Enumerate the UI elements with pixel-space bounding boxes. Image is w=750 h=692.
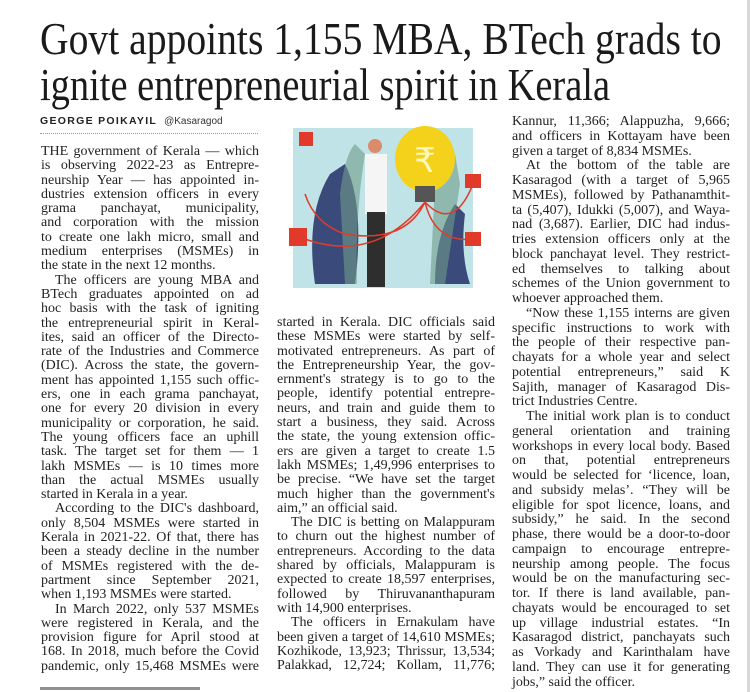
text-line: ernment's strategy is to go to the	[277, 372, 495, 388]
text-line: Palakkad, 12,724; Kollam, 11,776;	[277, 658, 495, 674]
text-line: provision figure for April stood at	[41, 630, 259, 646]
text-line: partment since September 2021,	[41, 572, 259, 588]
text-line: The DIC is betting on Malappuram	[291, 515, 495, 531]
text-line: only 8,504 MSMEs were started in	[41, 515, 259, 531]
text-line: were registered in Kerala, and the	[41, 615, 259, 631]
text-line: shared by officials, Malappuram is	[277, 558, 495, 574]
text-line: dustries extension officers in every	[41, 186, 259, 202]
text-line: these MSMEs were started by self-	[277, 329, 495, 345]
text-line: neurship Year — has appointed in-	[41, 172, 259, 188]
text-line: ers are given a target to create 1.5	[277, 443, 495, 459]
text-line: and officers in Kottayam have been	[512, 128, 730, 144]
text-line: expected to create 18,597 enterprises,	[277, 572, 495, 588]
text-line: of MSMEs registered with the de-	[41, 558, 259, 574]
text-line: the entrepreneurial spirit in Keral-	[41, 315, 259, 331]
text-line: municipality or corporation, he said.	[41, 415, 259, 431]
text-line: on that, potential entrepreneurs	[512, 453, 730, 469]
text-line: land. They can use it for generating	[512, 659, 730, 675]
text-line: much higher than the government's	[277, 486, 495, 502]
text-line: hoc basis with the task of igniting	[41, 301, 259, 317]
text-line: lakh MSMEs — is 10 times more	[41, 458, 259, 474]
text-line: The young officers face an uphill	[41, 429, 259, 445]
text-line: is observing 2022-23 as Entrepre-	[41, 158, 259, 174]
text-line: phase, there would be a door-to-door	[512, 527, 730, 542]
text-line: The officers are young MBA and	[55, 272, 259, 288]
text-line: the state in the next 12 months.	[41, 258, 216, 274]
text-line: and subsidy melas’. “They will be	[512, 482, 730, 498]
text-line: task. The target set for them — 1	[41, 444, 259, 460]
article-column-3	[512, 115, 730, 690]
text-line: start a business, they said. Across	[277, 415, 495, 431]
paragraph	[41, 603, 259, 674]
plug-icon	[299, 132, 313, 146]
text-line: ta (5,407), Idukki (5,007), and Waya-	[512, 202, 730, 218]
text-line: workshops in every local body. Based	[512, 438, 730, 454]
paragraph	[277, 516, 495, 616]
plug-icon	[465, 232, 481, 246]
text-line: aim,” an official said.	[277, 500, 398, 516]
text-line: jobs,” said the officer.	[512, 674, 635, 690]
text-line: MSMEs), followed by Pathanamthit-	[512, 187, 730, 203]
text-line: be precise. “We have set the target	[277, 472, 495, 488]
text-line: whoever approached them.	[512, 291, 664, 306]
text-line: neurship among people. The focus	[512, 556, 730, 572]
article-column-2	[277, 316, 495, 673]
text-line: ites, said an officer of the Directo-	[41, 329, 259, 345]
text-line: given a target of 8,834 MSMEs.	[512, 143, 692, 159]
text-line: ed themselves to talking about	[512, 261, 730, 277]
article-column-1	[41, 145, 259, 674]
center-man-trousers	[367, 212, 385, 287]
text-line: would be selected for ‘licence, loan,	[512, 468, 730, 483]
text-line: THE government of Kerala — which	[41, 144, 259, 159]
byline	[40, 115, 223, 127]
text-line: would be on the manufacturing sec-	[512, 571, 730, 587]
text-line: with 14,900 enterprises.	[277, 600, 412, 616]
paragraph	[41, 274, 259, 503]
rupee-icon: ₹	[414, 141, 436, 181]
text-line: trict Industries Centre.	[512, 394, 638, 410]
text-line: Kozhikode, 13,923; Thrissur, 13,534;	[277, 643, 495, 659]
paragraph	[277, 316, 495, 516]
text-line: nad (3,687). Earlier, DIC had indus-	[512, 217, 730, 233]
paragraph	[512, 410, 730, 690]
text-line: 168. In 2018, much before the Covid	[41, 644, 259, 660]
dateline-location: @Kasaragod	[164, 116, 223, 127]
plug-icon	[289, 228, 307, 246]
text-line: the Entrepreneurship Year, the gov-	[277, 357, 495, 373]
text-line: Sajith, manager of Kasaragod Dis-	[512, 379, 730, 395]
text-line: one for every 20 division in every	[41, 401, 259, 417]
text-line: been given a target of 14,610 MSMEs;	[277, 629, 495, 645]
text-line: BTech graduates appointed on ad	[41, 286, 259, 302]
text-line: than the actual MSMEs usually	[41, 472, 259, 488]
text-line: to churn out the highest number of	[277, 529, 495, 545]
text-line: Kerala in 2021-22. Of that, there has	[41, 530, 259, 546]
text-line: and corporation with the mission	[41, 215, 259, 231]
text-line: Kannur, 11,366; Alappuzha, 9,666;	[512, 114, 730, 129]
text-line: campaign to encourage entrepre-	[512, 541, 730, 557]
byline-divider	[40, 133, 258, 134]
text-line: grama panchayat, municipality,	[41, 201, 259, 217]
text-line: the people of their respective pan-	[512, 335, 730, 351]
text-line: “Now these 1,155 interns are given	[526, 305, 730, 321]
center-man-shirt	[365, 154, 387, 214]
author-name: GEORGE POIKAYIL	[40, 115, 158, 127]
text-line: block panchayat level. They restrict-	[512, 246, 730, 262]
text-line: been a steady decline in the number	[41, 544, 259, 560]
text-line: potential entrepreneurs,” said K	[512, 364, 730, 380]
headline-line-2: ignite entrepreneurial spirit in Kerala	[40, 59, 611, 110]
paragraph	[512, 159, 730, 307]
text-line: ers, one in each grama panchayat,	[41, 387, 259, 403]
text-line: people, identify potential entrepre-	[277, 386, 495, 402]
text-line: rate of the Industries and Commerce	[41, 344, 259, 360]
text-line: the state, the young extension offic-	[277, 429, 495, 445]
text-line: pandemic, only 15,468 MSMEs were	[41, 658, 259, 674]
text-line: Kasaragod (with a target of 5,965	[512, 173, 730, 188]
plug-icon	[465, 174, 481, 188]
text-line: subsidy,” he said. In the second	[512, 512, 730, 528]
text-line: chayats would be encouraged to set	[512, 600, 730, 616]
illustration-bulb-with-plugs	[285, 124, 485, 291]
headline-line-1: Govt appoints 1,155 MBA, BTech grads to	[40, 13, 722, 64]
text-line: started in Kerala. DIC officials said	[277, 315, 495, 330]
paragraph	[512, 307, 730, 410]
text-line: entrepreneurs. According to the data	[277, 543, 495, 559]
text-line: In March 2022, only 537 MSMEs	[55, 601, 259, 617]
text-line: The officers in Ernakulam have	[291, 615, 495, 631]
text-line: According to the DIC's dashboard,	[55, 501, 259, 517]
text-line: started in Kerala in a year.	[41, 487, 188, 503]
text-line: followed by Thiruvananthapuram	[277, 586, 495, 602]
text-line: to create one lakh micro, small and	[41, 229, 259, 245]
text-line: up village industrial estates. “In	[512, 615, 730, 631]
text-line: as Vorkady and Karinthalam have	[512, 645, 730, 660]
paragraph	[277, 616, 495, 673]
text-line: general orientation and training	[512, 423, 730, 439]
text-line: tries extension officers only at the	[512, 232, 730, 247]
paragraph	[41, 502, 259, 602]
next-article-cutoff	[40, 684, 740, 692]
text-line: specific instructions to work with	[512, 320, 730, 336]
text-line: when 1,193 MSMEs were started.	[41, 587, 232, 603]
paragraph	[512, 115, 730, 159]
paragraph	[41, 145, 259, 274]
text-line: eligible for spot licence, loans, and	[512, 497, 730, 513]
text-line: (DIC). Across the state, the govern-	[41, 358, 259, 374]
text-line: schemes of the Union government to	[512, 276, 730, 292]
text-line: neurs, and train and guide them to	[277, 400, 495, 416]
text-line: lakh MSMEs; 1,49,996 enterprises to	[277, 457, 495, 473]
text-line: Kasaragod district, panchayats such	[512, 630, 730, 646]
text-line: At the bottom of the table are	[526, 158, 730, 174]
text-line: medium enterprises (MSMEs) in	[41, 244, 259, 260]
text-line: tor. If there is land available, pan-	[512, 586, 730, 601]
text-line: chayats for a whole year and select	[512, 350, 730, 365]
text-line: ment has appointed 1,155 such offic-	[41, 372, 259, 388]
text-line: motivated entrepreneurs. As part of	[277, 343, 495, 359]
text-line: The initial work plan is to conduct	[526, 409, 730, 424]
